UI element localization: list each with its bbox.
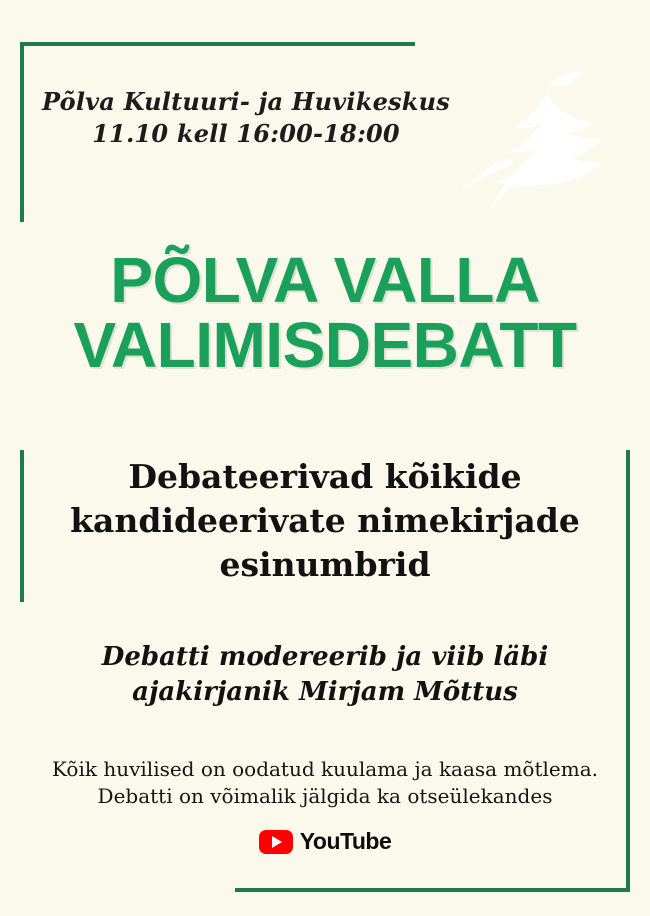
frame-line-right-middle — [626, 450, 630, 750]
frame-line-bottom — [235, 888, 630, 892]
frame-line-left-middle — [20, 450, 24, 602]
youtube-label: YouTube — [299, 828, 392, 854]
youtube-play-icon — [259, 830, 293, 854]
moderator-info — [40, 640, 610, 710]
subtitle-line-1: Debateerivad kõikide — [128, 457, 522, 496]
note — [20, 756, 630, 810]
note-line-1: Kõik huvilised on oodatud kuulama ja kaasa mõtlema. — [52, 757, 598, 781]
moderator-line-1: Debatti modereerib ja viib läbi — [101, 642, 549, 672]
frame-line-left-top — [20, 42, 24, 222]
youtube-logo — [0, 828, 650, 855]
title-line-2: VALIMISDEBATT — [73, 309, 577, 382]
moderator-line-2: ajakirjanik Mirjam Mõttus — [132, 677, 518, 708]
subtitle-line-3: esinumbrid — [219, 544, 431, 584]
page-title — [0, 244, 650, 382]
datetime-text: 11.10 kell 16:00-18:00 — [92, 118, 400, 148]
bird-icon — [453, 70, 628, 215]
note-line-2: Debatti on võimalik jälgida ka otseülekandes — [97, 784, 553, 808]
subtitle — [30, 455, 620, 587]
frame-line-top — [20, 42, 415, 46]
title-line-1: PÕLVA VALLA — [110, 244, 540, 316]
header — [36, 86, 456, 149]
subtitle-line-2: kandideerivate nimekirjade — [70, 500, 580, 540]
venue-text: Põlva Kultuuri- ja Huvikeskus — [42, 87, 450, 116]
